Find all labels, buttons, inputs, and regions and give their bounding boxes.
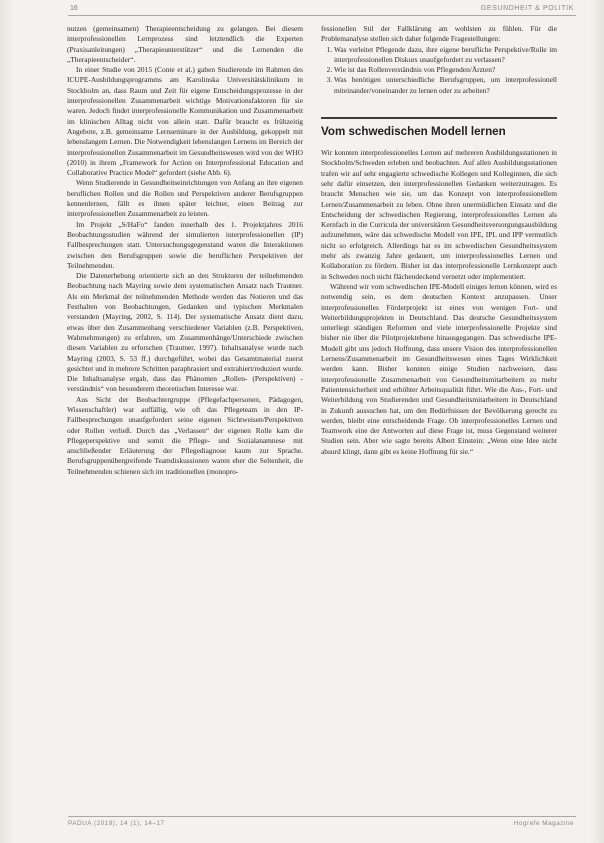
paragraph: Die Datenerhebung orientierte sich an den Strukturen der teilnehmenden Beobachtung nach Mayring sowie dem systematischen Ansatz nach Trautner. Als ein Merkmal der teilnehmenden Methode werden das Notieren und das Festhalten von Beobachtungen, Gedanken und typischen Merkmalen verstanden (Mayring, 2002, S. 114). Der systematische Ansatz dient dazu, etwas über den Zusammenhang verschiedener Variablen (z.B. Perspektiven, Wahrnehmungen) zu erfahren, um Zusammenhänge/Unterschiede zwischen diesen Variablen zu erforschen (Trautner, 1997). Inhaltsanalyse wurde nach Mayring (2003, S. 53 ff.) durchgeführt, wobei das Gesamtmaterial zuerst gesichtet und in mehrere Schritten paraphrasiert und extrahiert/reduziert wurde. Die Inhaltsanalyse ergab, dass das Phänomen „Rollen- (Perspektiven) -verständnis“ von besonderem theoretischen Interesse war. — [67, 271, 303, 394]
section-label: GESUNDHEIT & POLITIK — [480, 5, 574, 12]
paragraph: Wenn Studierende in Gesundheitseinrichtungen von Anfang an ihre eigenen beruflichen Rollen und die Rollen und Perspektiven anderer Berufsgruppen kennenlernen, fällt es ihnen später leichter, einen Beitrag zur interprofessionellen Zusammenarbeit zu leisten. — [67, 178, 303, 219]
list-item: 2. Wie ist das Rollenverständnis von Pflegenden/Ärzten? — [334, 65, 557, 75]
list-item: 1. Was verleitet Pflegende dazu, ihre eigene berufliche Perspektive/Rolle im interprofessionellen Diskurs unaufgefordert zu verlassen? — [334, 45, 557, 66]
paragraph: Im Projekt „S/HaFo“ fanden innerhalb des 1. Projektjahres 2016 Beobachtungsstudien während der simulierten interprofessionellen (IP) Fallbesprechungen statt. Untersuchungsgegenstand waren die Interaktionen zwischen den Berufsgruppen sowie die beruflichen Perspektiven der Teilnehmenden. — [67, 219, 303, 270]
paragraph: Aus Sicht der Beobachtergruppe (Pflegefachpersonen, Pädagogen, Wissenschaftler) war auffällig, wie oft das Pflegeteam in den IP-Fallbesprechungen unaufgefordert seine eigenen Sichtweisen/Perspektiven oder Rollen verließ. Durch das „Verlassen“ der eigenen Rolle kam die Pflegeperspektive und somit die Pflege- und Sozialanamnese mit anschließender Erläuterung der Pflegediagnose kaum zur Sprache. Berufsgruppenübergreifende Teamdiskussionen waren eher die Seltenheit, die Teilnehmenden schienen sich im traditionellen (monopro- — [67, 394, 303, 476]
paragraph: Während wir vom schwedischen IPE-Modell einiges lernen können, wird es notwendig sein, es dem deutschen Kontext anzupassen. Unser interprofessionelles Förderprojekt ist eines von wenigen Fort- und Weiterbildungsprojekten in Deutschland. Das deutsche Gesundheitssystem unterliegt ständigen Reformen und viele interprofessionelle Projekte sind bisher nie über die Pilotprojektebene hinausgegangen. Das schwedische IPE-Modell gibt uns jedoch Hoffnung, dass unsere Vision des interprofessionellen Lernens/Zusammenarbeit im Gesundheitswesen eines Tages Wirklichkeit werden kann. Bisher konnten einige Studien nachweisen, dass interprofessionelle Zusammenarbeit von Gesundheitsmitarbeitern zu mehr Patientensicherheit und erhöhter Arbeitsqualität führt. Wie die Aus-, Fort- und Weiterbildung von Studierenden und Gesundheitsmitarbeitern in Deutschland in Zukunft aussuchen hat, um den Bedürfnissen der Bevölkerung gerecht zu werden, bleibt eine entscheidende Frage. Ob interprofessionelles Lernen und Teamwork eine der Antworten auf diese Frage ist, muss Gegenstand weiterer Studien sein. Aber wie sagte bereits Albert Einstein: „Wenn eine Idee nicht absurd klingt, dann gibt es keine Hoffnung für sie.“ — [321, 281, 557, 456]
right-column — [321, 24, 557, 457]
left-column — [67, 24, 303, 477]
section-heading: Vom schwedischen Modell lernen — [321, 117, 557, 139]
footer-rule — [68, 816, 576, 817]
paragraph: nutzen (gemeinsamen) Therapieentscheidung zu gelangen. Bei diesem interprofessionellen Lernprozess sind letztendlich die Experten (Praxisanleitungen) „Therapieunterstützer“ und die Lernenden die „Therapieentscheider“. — [67, 24, 303, 64]
header-rule — [68, 15, 576, 16]
paragraph: In einer Studie von 2015 (Conte et al.) gaben Studierende im Rahmen des ICUPE-Ausbildungsprogramms am Karolinska Universitätsklinikum in Stockholm an, dass Raum und Zeit für eigene Entscheidungsprozesse in der interprofessionellen Zusammenarbeit wichtige Motivationsfaktoren für sie waren. Jedoch findet interprofessionelle Kommunikation und Zusammenarbeit im klinischen Alltag nicht von allein statt. Dafür braucht es frühzeitig Angebote, z.B. gemeinsame Lernseminare in der Ausbildung, gekoppelt mit lebenslangem Lernen. Die Notwendigkeit lebenslangen Lernens im Bereich der interprofessionellen Zusammenarbeit im Gesundheitswesen wird von der WHO (2010) in ihrem „Framework for Action on Interprofessional Education and Collaborative Practice Model“ gefordert (siehe Abb. 6). — [67, 65, 303, 178]
page-number: 16 — [70, 5, 78, 12]
paragraph: fessionellen Stil der Fallklärung am wohlsten zu fühlen. Für die Problemanalyse stellen sich daher folgende Fragestellungen: — [321, 24, 557, 44]
footer-citation: PADUA (2019), 14 (1), 14–17 — [68, 820, 165, 827]
paragraph: Wir konnten interprofessionelles Lernen auf mehreren Ausbildungsstationen in Stockholm/Schweden erleben und beobachten. Auf allen Ausbildungsstationen trafen wir auf sehr engagierte schwedische Kollegen und Kolleginnen, die sich sehr dafür einsetzen, den interprofessionellen Gedanken weiterzutragen. Es braucht Menschen wie sie, um das Konzept von interprofessionellem Lernen/Zusammenarbeit zu leben. Ohne ihren unermüdlichen Einsatz und die Entscheidung der schwedischen Regierung, interprofessionelles Lernen als Kernfach in die Curricula der universitären Gesundheitsversorgungsausbildung aufzunehmen, wäre das schwedische Modell von IPE, IPL und IPP vermutlich nicht so erfolgreich. Allerdings hat es im schwedischen Gesundheitssystem mehr als zwanzig Jahre gedauert, um interprofessionelles Lernen und Kollaboration zu fördern. Bisher ist das interprofessionelle Lernkonzept auch in Schweden noch nicht flächendeckend vernetzt oder implementiert. — [321, 148, 557, 281]
question-list — [321, 45, 557, 96]
list-item: 3. Was benötigen unterschiedliche Berufsgruppen, um interprofessionell miteinander/voneinander zu lernen oder zu arbeiten? — [334, 75, 557, 96]
footer-publisher: Hogrefe Magazine — [513, 820, 574, 827]
